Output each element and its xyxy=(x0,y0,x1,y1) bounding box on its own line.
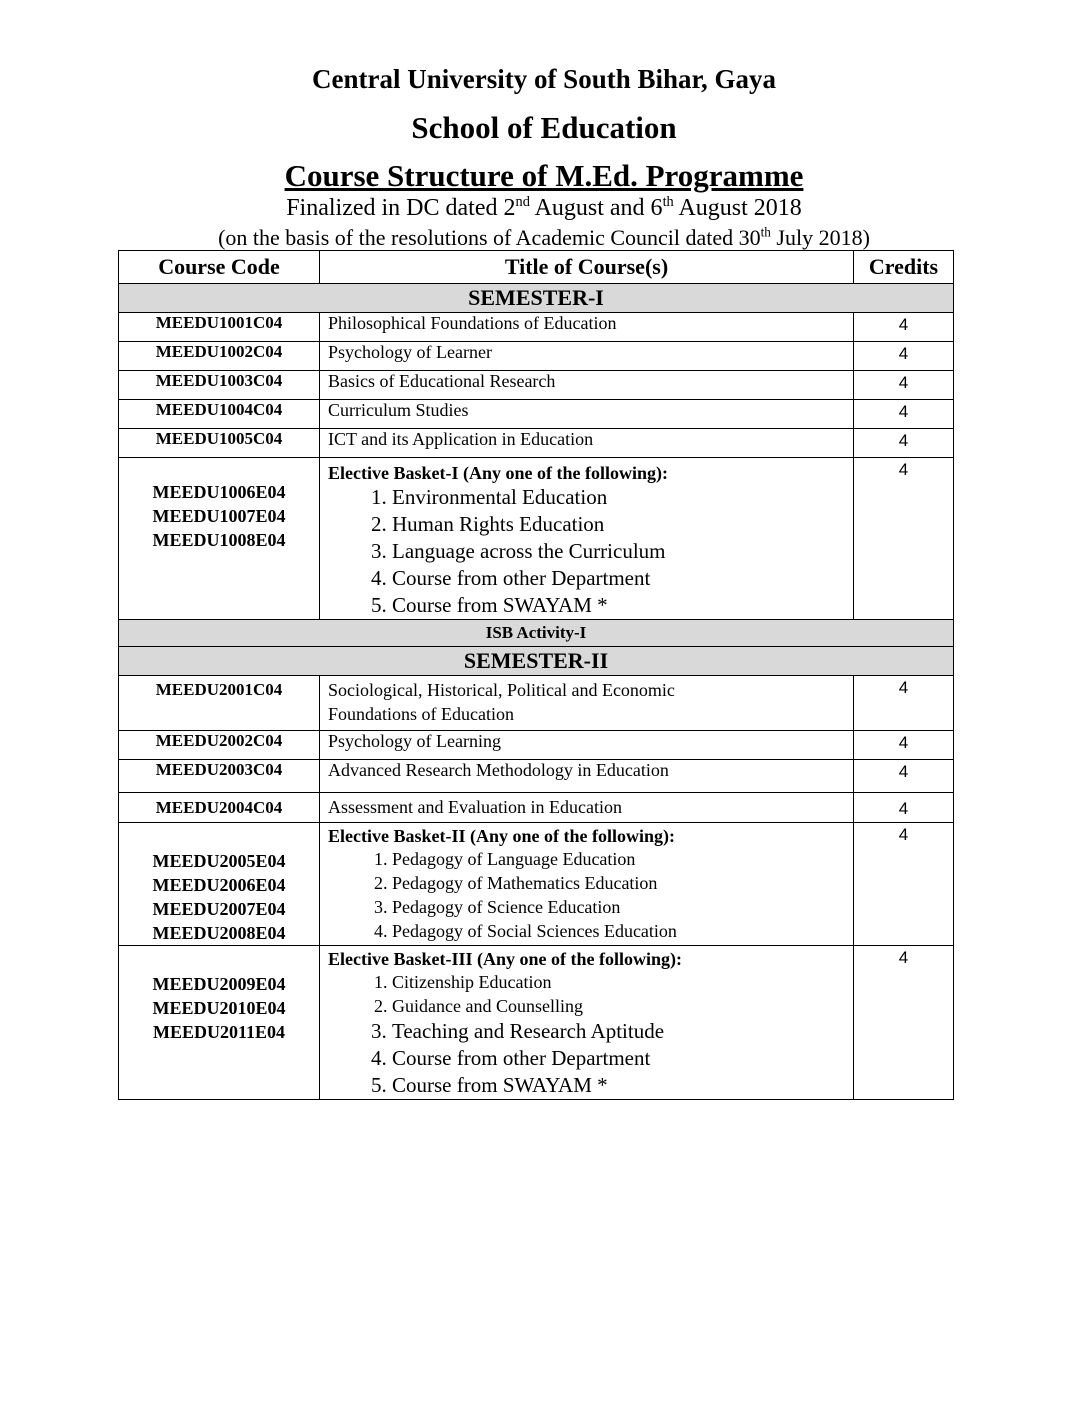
course-code: MEEDU1003C04 xyxy=(119,371,320,400)
course-credits: 4 xyxy=(854,676,954,731)
course-title xyxy=(320,676,854,731)
isb-label: ISB Activity-I xyxy=(119,620,954,647)
course-code: MEEDU1004C04 xyxy=(119,400,320,429)
list-item: 4. Course from other Department xyxy=(392,1045,845,1072)
course-credits: 4 xyxy=(854,823,954,946)
semester-2-label: SEMESTER-II xyxy=(119,647,954,676)
elective-code: MEEDU2007E04 xyxy=(152,899,286,919)
elective-code: MEEDU2010E04 xyxy=(152,998,286,1018)
elective-row xyxy=(119,946,954,1100)
finalized-text-2: August and 6 xyxy=(529,195,663,221)
list-item: 4. Pedagogy of Social Sciences Education xyxy=(392,919,845,943)
course-title-line: Sociological, Historical, Political and Economic xyxy=(328,680,675,700)
elective-heading: Elective Basket-II (Any one of the following): xyxy=(328,826,675,846)
elective-code: MEEDU2005E04 xyxy=(152,851,286,871)
course-title: Assessment and Evaluation in Education xyxy=(320,793,854,823)
course-code: MEEDU2003C04 xyxy=(119,760,320,793)
table-row xyxy=(119,313,954,342)
list-item: 5. Course from SWAYAM * xyxy=(392,592,845,619)
course-code: MEEDU1002C04 xyxy=(119,342,320,371)
course-code: MEEDU2002C04 xyxy=(119,731,320,760)
list-item: 3. Teaching and Research Aptitude xyxy=(392,1018,845,1045)
header-title: Title of Course(s) xyxy=(320,251,854,284)
basis-text-2: July 2018) xyxy=(770,225,870,250)
semester-row xyxy=(119,647,954,676)
elective-code: MEEDU1006E04 xyxy=(152,482,286,502)
course-title: ICT and its Application in Education xyxy=(320,429,854,458)
table-row xyxy=(119,371,954,400)
document-title: Course Structure of M.Ed. Programme xyxy=(284,158,804,193)
finalized-note xyxy=(0,195,1088,222)
course-title: Basics of Educational Research xyxy=(320,371,854,400)
table-row xyxy=(119,760,954,793)
elective-codes xyxy=(119,946,320,1100)
elective-codes xyxy=(119,458,320,620)
list-item: 1. Pedagogy of Language Education xyxy=(392,847,845,871)
isb-row xyxy=(119,620,954,647)
course-credits: 4 xyxy=(854,371,954,400)
elective-row xyxy=(119,458,954,620)
elective-list xyxy=(328,970,845,1018)
course-credits: 4 xyxy=(854,429,954,458)
basis-text-1: (on the basis of the resolutions of Academic Council dated 30 xyxy=(218,225,761,250)
course-code: MEEDU2004C04 xyxy=(119,793,320,823)
elective-list xyxy=(328,847,845,943)
list-item: 1. Environmental Education xyxy=(392,484,845,511)
elective-code: MEEDU2011E04 xyxy=(152,1022,285,1042)
list-item: 2. Human Rights Education xyxy=(392,511,845,538)
finalized-text-3: August 2018 xyxy=(673,195,802,221)
list-item: 1. Citizenship Education xyxy=(392,970,845,994)
course-credits: 4 xyxy=(854,342,954,371)
course-credits: 4 xyxy=(854,731,954,760)
elective-options xyxy=(320,458,854,620)
table-row xyxy=(119,793,954,823)
elective-row xyxy=(119,823,954,946)
course-credits: 4 xyxy=(854,760,954,793)
course-title: Philosophical Foundations of Education xyxy=(320,313,854,342)
course-credits: 4 xyxy=(854,400,954,429)
school-name: School of Education xyxy=(411,110,677,145)
header-course-code: Course Code xyxy=(119,251,320,284)
list-item: 5. Course from SWAYAM * xyxy=(392,1072,845,1099)
elective-options xyxy=(320,946,854,1100)
elective-options xyxy=(320,823,854,946)
elective-code: MEEDU1007E04 xyxy=(152,506,286,526)
course-credits: 4 xyxy=(854,458,954,620)
elective-heading: Elective Basket-III (Any one of the following): xyxy=(328,949,682,969)
course-code: MEEDU2001C04 xyxy=(119,676,320,731)
course-title: Psychology of Learner xyxy=(320,342,854,371)
list-item: 4. Course from other Department xyxy=(392,565,845,592)
elective-list xyxy=(328,484,845,619)
list-item: 2. Pedagogy of Mathematics Education xyxy=(392,871,845,895)
table-row xyxy=(119,676,954,731)
course-credits: 4 xyxy=(854,313,954,342)
course-title: Psychology of Learning xyxy=(320,731,854,760)
table-row xyxy=(119,429,954,458)
list-item: 3. Pedagogy of Science Education xyxy=(392,895,845,919)
basis-note xyxy=(0,225,1088,251)
elective-code: MEEDU2009E04 xyxy=(152,974,286,994)
elective-code: MEEDU2006E04 xyxy=(152,875,286,895)
header-credits: Credits xyxy=(854,251,954,284)
course-table xyxy=(118,250,954,1100)
elective-code: MEEDU2008E04 xyxy=(152,923,286,943)
basis-sup: th xyxy=(760,224,771,240)
course-code: MEEDU1005C04 xyxy=(119,429,320,458)
table-row xyxy=(119,731,954,760)
list-item: 2. Guidance and Counselling xyxy=(392,994,845,1018)
elective-codes xyxy=(119,823,320,946)
elective-code: MEEDU1008E04 xyxy=(152,530,286,550)
finalized-text-1: Finalized in DC dated 2 xyxy=(286,195,516,221)
course-title-line: Foundations of Education xyxy=(328,704,514,724)
table-row xyxy=(119,342,954,371)
elective-heading: Elective Basket-I (Any one of the following): xyxy=(328,463,668,483)
course-credits: 4 xyxy=(854,946,954,1100)
university-name: Central University of South Bihar, Gaya xyxy=(311,64,777,94)
finalized-sup-2: th xyxy=(662,194,674,210)
elective-list-continued xyxy=(328,1018,845,1099)
course-title: Curriculum Studies xyxy=(320,400,854,429)
table-row xyxy=(119,400,954,429)
semester-1-label: SEMESTER-I xyxy=(119,284,954,313)
course-credits: 4 xyxy=(854,793,954,823)
semester-row xyxy=(119,284,954,313)
list-item: 3. Language across the Curriculum xyxy=(392,538,845,565)
course-title: Advanced Research Methodology in Education xyxy=(320,760,854,793)
table-header-row xyxy=(119,251,954,284)
course-code: MEEDU1001C04 xyxy=(119,313,320,342)
finalized-sup-1: nd xyxy=(515,194,530,210)
